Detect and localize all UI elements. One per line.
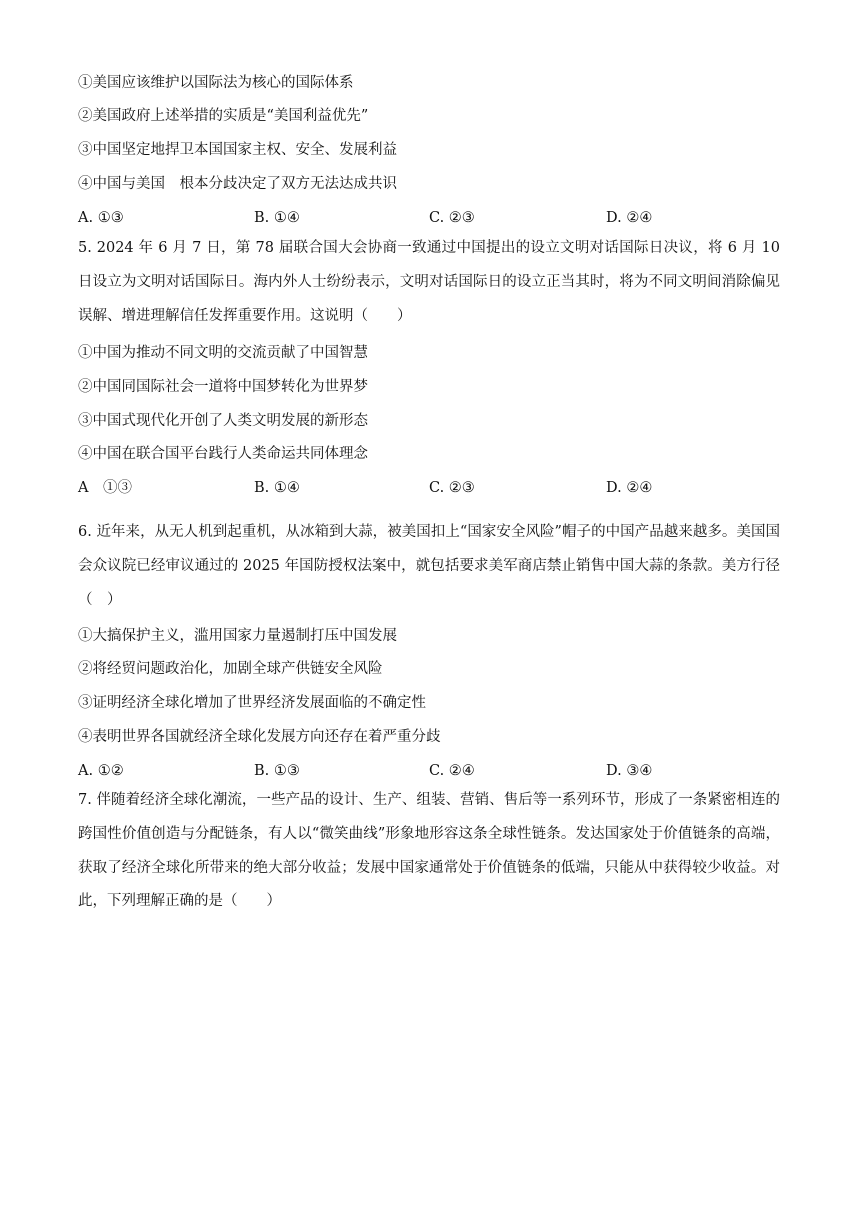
q4-choice-c[interactable]: C. ②③ — [429, 210, 475, 226]
q6-choices — [78, 761, 780, 781]
q5-choice-c[interactable]: C. ②③ — [429, 480, 475, 496]
q5-choice-d[interactable]: D. ②④ — [606, 480, 653, 496]
q6-option-1: ①大搞保护主义，滥用国家力量遏制打压中国发展 — [78, 628, 397, 644]
q7-stem: 7. 伴随着经济全球化潮流，一些产品的设计、生产、组装、营销、售后等一系列环节，形成了一条紧密相连的跨国性价值创造与分配链条，有人以“微笑曲线”形象地形容这条全球性链条。发达国家处于价值链条的高端，获取了经济全球化所带来的绝大部分收益；发展中国家通常处于价值链条的低端，只能从中获得较少收益。对此，下列理解正确的是（ ） — [78, 792, 780, 910]
q5-option-4: ④中国在联合国平台践行人类命运共同体理念 — [78, 446, 368, 462]
q4-choices — [78, 208, 780, 228]
q6-choice-c[interactable]: C. ②④ — [429, 763, 475, 779]
q4-option-4: ④中国与美国 根本分歧决定了双方无法达成共识 — [78, 176, 397, 192]
q4-choice-d[interactable]: D. ②④ — [606, 210, 653, 226]
q5-option-3: ③中国式现代化开创了人类文明发展的新形态 — [78, 413, 368, 429]
q4-option-1: ①美国应该维护以国际法为核心的国际体系 — [78, 75, 354, 91]
q4-option-3: ③中国坚定地捍卫本国国家主权、安全、发展利益 — [78, 142, 397, 158]
q6-choice-b[interactable]: B. ①③ — [254, 763, 300, 779]
q5-option-2: ②中国同国际社会一道将中国梦转化为世界梦 — [78, 379, 368, 395]
q5-stem: 5. 2024 年 6 月 7 日，第 78 届联合国大会协商一致通过中国提出的设立文明对话国际日决议，将 6 月 10 日设立为文明对话国际日。海内外人士纷纷表示，文明对话国际日的设立正当其时，将为不同文明间消除偏见误解、增进理解信任发挥重要作用。这说明（ ） — [78, 240, 780, 324]
q5-option-1: ①中国为推动不同文明的交流贡献了中国智慧 — [78, 345, 368, 361]
q5-choice-a[interactable]: A ①③ — [78, 480, 132, 496]
q6-stem: 6. 近年来，从无人机到起重机，从冰箱到大蒜，被美国扣上“国家安全风险”帽子的中国产品越来越多。美国国会众议院已经审议通过的 2025 年国防授权法案中，就包括要求美军商店禁止销售中国大蒜的条款。美方行径（ ） — [78, 524, 780, 608]
q4-choice-a[interactable]: A. ①③ — [78, 210, 124, 226]
q6-option-4: ④表明世界各国就经济全球化发展方向还存在着严重分歧 — [78, 729, 441, 745]
q4-option-2: ②美国政府上述举措的实质是“美国利益优先” — [78, 108, 369, 124]
q6-option-2: ②将经贸问题政治化，加剧全球产供链安全风险 — [78, 661, 383, 677]
q6-choice-d[interactable]: D. ③④ — [606, 763, 653, 779]
q5-choice-b[interactable]: B. ①④ — [254, 480, 300, 496]
q6-choice-a[interactable]: A. ①② — [78, 763, 124, 779]
q6-option-3: ③证明经济全球化增加了世界经济发展面临的不确定性 — [78, 695, 426, 711]
q5-choices — [78, 478, 780, 498]
q4-choice-b[interactable]: B. ①④ — [254, 210, 300, 226]
